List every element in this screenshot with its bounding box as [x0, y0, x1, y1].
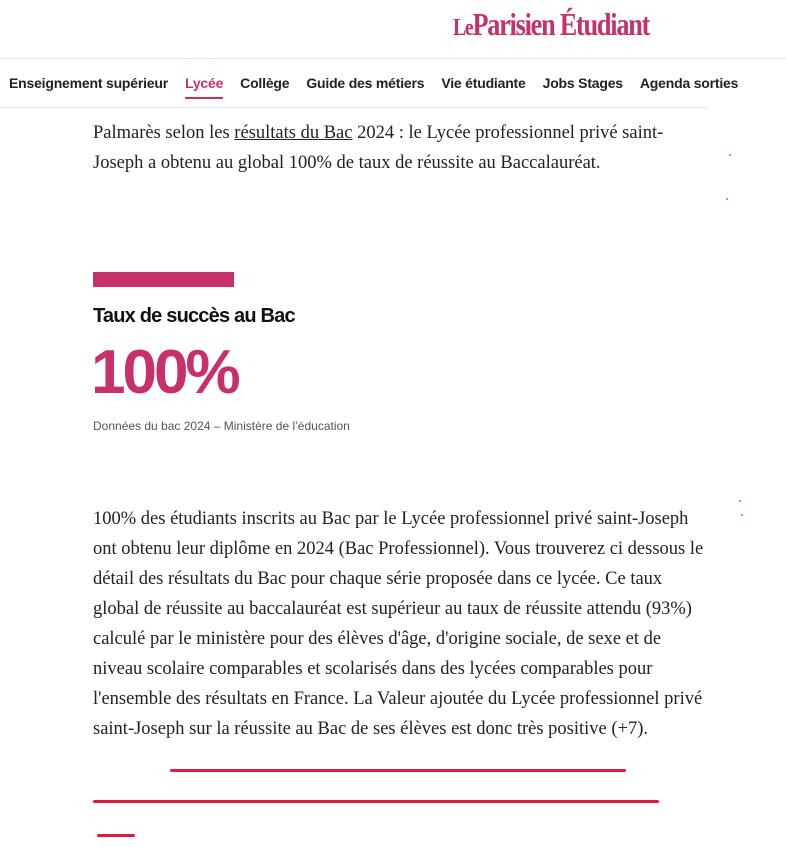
- nav-item-agenda-sorties[interactable]: Agenda sorties: [639, 75, 739, 91]
- nav-divider: [0, 107, 708, 108]
- decorative-speck: [729, 154, 731, 156]
- logo-name: Parisien Étudiant: [472, 6, 649, 42]
- intro-text-start: Palmarès selon les: [93, 123, 235, 143]
- nav-item-jobs-stages[interactable]: Jobs Stages: [542, 75, 623, 91]
- intro-paragraph: [93, 118, 713, 178]
- annotation-underline-1: [170, 769, 626, 772]
- main-nav: [0, 58, 786, 108]
- decorative-speck: [739, 500, 741, 502]
- stat-title: Taux de succès au Bac: [93, 305, 295, 327]
- annotation-underline-3: [97, 834, 135, 837]
- results-text-end: .: [643, 719, 649, 739]
- results-text: 100% des étudiants inscrits au Bac par le Lycée professionnel privé saint-Joseph ont obtenu leur diplôme en 2024 (Bac Professionnel). Vous trouverez ci dessous le détail des résultats du Bac pour chaque série proposée dans ce lycée. Ce taux global de réussite au baccalauréat est supérieur au taux de réussite attendu (93%) calculé par le ministère pour des élèves d'âge, d'origine sociale, de sexe et de niveau scolaire comparables et scolarisés dans des lycées comparables pour l'ensemble des résultats en France.: [93, 509, 704, 709]
- stat-value: 100%: [91, 338, 238, 407]
- nav-item-guide-des-metiers[interactable]: Guide des métiers: [306, 75, 425, 91]
- site-header: [0, 0, 786, 59]
- logo-le: Le: [452, 15, 473, 41]
- results-paragraph: [93, 504, 713, 744]
- nav-item-lycee[interactable]: Lycée: [185, 75, 223, 97]
- intro-text-end: 2024 : le Lycée professionnel privé saint-Joseph a obtenu au global 100% de taux de réussite au Baccalauréat.: [93, 123, 664, 173]
- nav-item-vie-etudiante[interactable]: Vie étudiante: [441, 75, 526, 91]
- nav-item-enseignement-superieur[interactable]: Enseignement supérieur: [9, 75, 168, 91]
- decorative-speck: [741, 514, 743, 516]
- stat-accent-bar: [93, 272, 234, 287]
- nav-item-college[interactable]: Collège: [240, 75, 290, 91]
- site-logo[interactable]: [453, 6, 649, 43]
- annotation-underline-2: [93, 800, 659, 803]
- valeur-ajoutee-link[interactable]: La Valeur ajoutée du Lycée professionnel privé saint-Joseph sur la réussite au Bac de ses élèves est donc très positive (+7): [93, 689, 703, 739]
- decorative-speck: [726, 198, 728, 200]
- stat-source: Données du bac 2024 – Ministère de l’éducation: [93, 419, 350, 433]
- resultats-bac-link[interactable]: résultats du Bac: [234, 123, 353, 143]
